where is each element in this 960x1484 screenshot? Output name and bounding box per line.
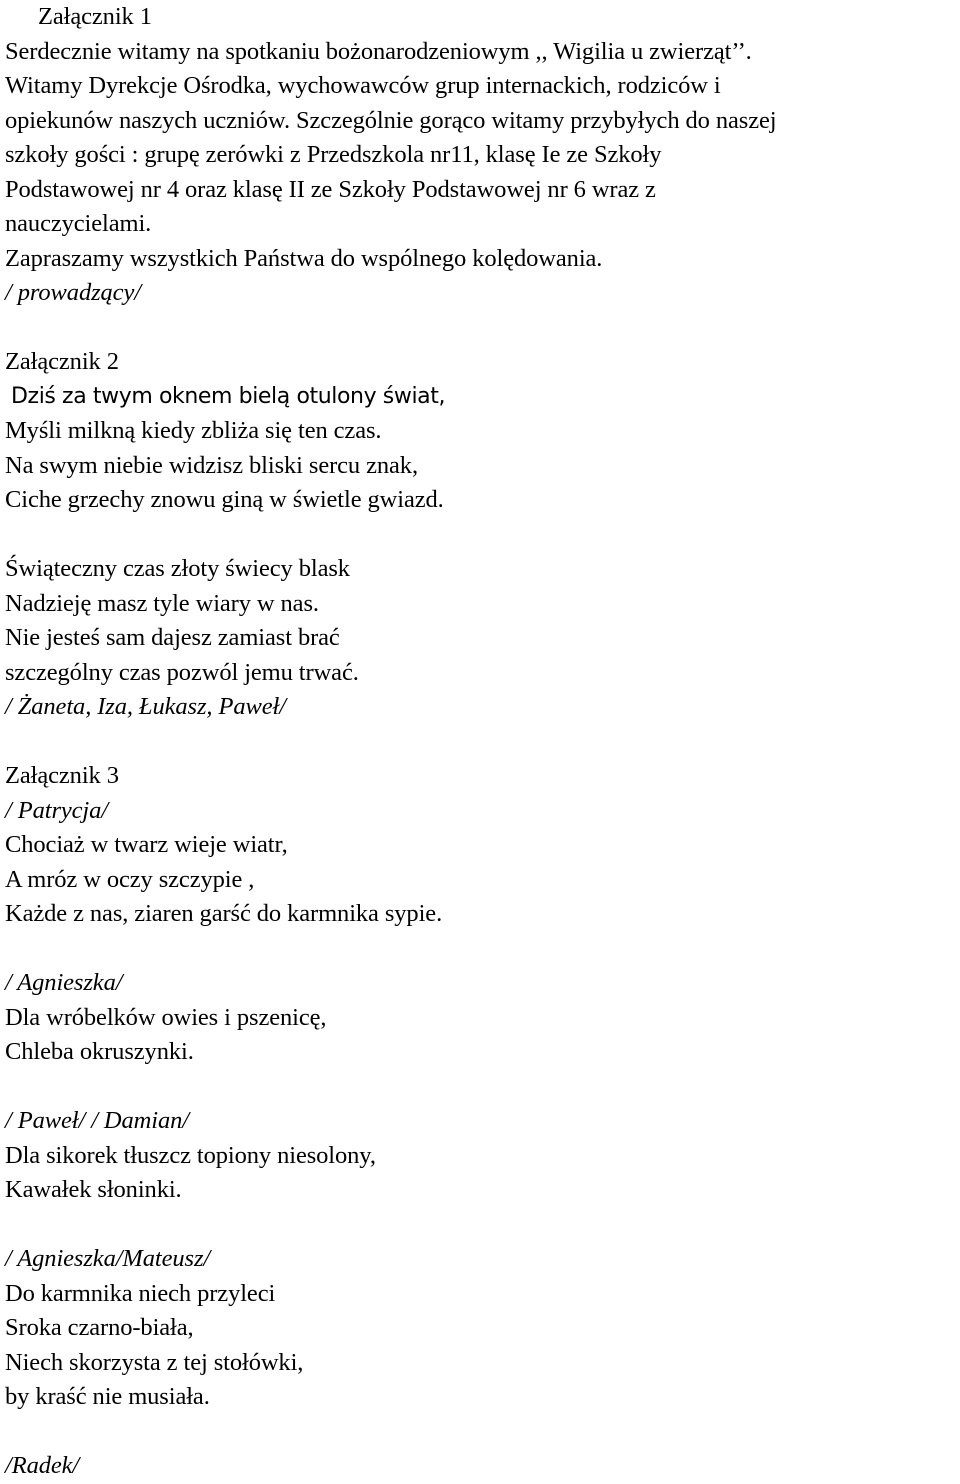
attachment-1-line-2: Witamy Dyrekcje Ośrodka, wychowawców grup internackich, rodziców i <box>5 72 721 99</box>
spacer <box>5 725 955 760</box>
verse-4-line-1: Do karmnika niech przyleci <box>5 1279 276 1307</box>
spacer <box>5 1415 955 1450</box>
attachment-1-line-6: nauczycielami. <box>5 210 152 237</box>
spacer <box>5 311 955 346</box>
song-stanza-1-line-3: Na swym niebie widzisz bliski sercu znak, <box>5 451 418 479</box>
verse-1-line-3: Każde z nas, ziaren garść do karmnika sypie. <box>5 900 443 927</box>
attachment-1 <box>5 0 955 311</box>
attachment-3 <box>5 759 955 1484</box>
attachment-1-heading: Załącznik 1 <box>38 3 152 30</box>
verse-3-speaker: / Paweł/ / Damian/ <box>5 1107 189 1134</box>
verse-4-line-3: Niech skorzysta z tej stołówki, <box>5 1348 304 1376</box>
verse-3-line-1: Dla sikorek tłuszcz topiony niesolony, <box>5 1141 376 1169</box>
verse-4-speaker: / Agnieszka/Mateusz/ <box>5 1245 211 1272</box>
verse-4-line-2: Sroka czarno-biała, <box>5 1314 194 1341</box>
spacer <box>5 518 955 553</box>
song-stanza-1-line-4: Ciche grzechy znowu giną w świetle gwiazd. <box>5 486 444 513</box>
song-stanza-2-line-3: Nie jesteś sam dajesz zamiast brać <box>5 624 340 651</box>
song-stanza-2-line-4: szczególny czas pozwól jemu trwać. <box>5 658 359 686</box>
attachment-1-speaker: / prowadzący/ <box>5 279 141 306</box>
attachment-2 <box>5 345 955 725</box>
verse-3-line-2: Kawałek słoninki. <box>5 1176 182 1203</box>
spacer <box>5 1070 955 1105</box>
verse-1-speaker: / Patrycja/ <box>5 796 109 824</box>
attachment-1-line-7: Zapraszamy wszystkich Państwa do wspólnego kolędowania. <box>5 244 603 272</box>
attachment-1-line-1: Serdecznie witamy na spotkaniu bożonarodzeniowym ,, Wigilia u zwierząt’’. <box>5 37 752 65</box>
song-stanza-1-line-1: Dziś za twym oknem bielą otulony świat, <box>11 383 446 409</box>
attachment-3-heading: Załącznik 3 <box>5 762 119 789</box>
verse-2-speaker: / Agnieszka/ <box>5 969 123 996</box>
attachment-1-line-3: opiekunów naszych uczniów. Szczególnie gorąco witamy przybyłych do naszej <box>5 106 777 134</box>
verse-1-line-1: Chociaż w twarz wieje wiatr, <box>5 831 288 858</box>
attachment-1-line-4: szkoły gości : grupę zerówki z Przedszkola nr11, klasę Ie ze Szkoły <box>5 141 662 168</box>
song-stanza-2-line-1: Świąteczny czas złoty świecy blask <box>5 555 350 582</box>
document-page <box>5 0 955 1483</box>
verse-2-line-2: Chleba okruszynki. <box>5 1038 194 1065</box>
spacer <box>5 1208 955 1243</box>
verse-1-line-2: A mróz w oczy szczypie , <box>5 865 255 893</box>
spacer <box>5 932 955 967</box>
attachment-1-line-5: Podstawowej nr 4 oraz klasę II ze Szkoły Podstawowej nr 6 wraz z <box>5 175 656 203</box>
song-stanza-2-line-2: Nadzieję masz tyle wiary w nas. <box>5 589 319 617</box>
song-stanza-1-line-2: Myśli milkną kiedy zbliża się ten czas. <box>5 417 382 444</box>
verse-5-speaker: /Radek/ <box>5 1452 80 1479</box>
verse-2-line-1: Dla wróbelków owies i pszenicę, <box>5 1003 327 1031</box>
attachment-2-speaker: / Żaneta, Iza, Łukasz, Paweł/ <box>5 693 286 720</box>
attachment-2-heading: Załącznik 2 <box>5 348 119 375</box>
verse-4-line-4: by kraść nie musiała. <box>5 1383 210 1410</box>
